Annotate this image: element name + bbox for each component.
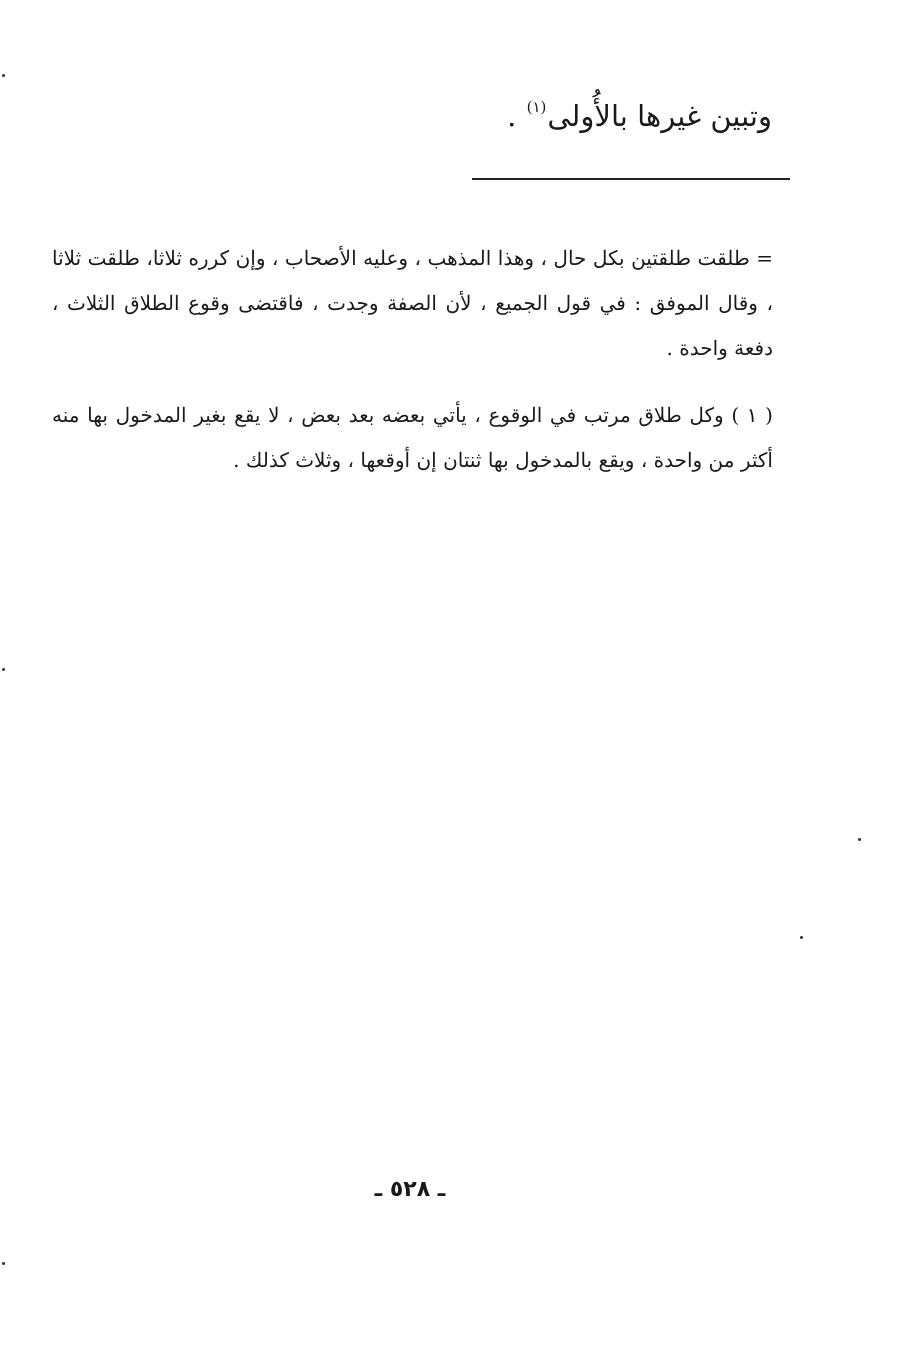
scan-speck (2, 74, 5, 77)
main-text: وتبين غيرها بالأُولى (547, 99, 772, 133)
footnote-continued: = طلقت طلقتين بكل حال ، وهذا المذهب ، وعليه الأصحاب ، وإن كرره ثلاثا، طلقت ثلاثا ، وقال الموفق : في قول الجميع ، لأن الصفة وجدت ، فاقتضى وقوع الطلاق الثلاث ، دفعة واحدة . (52, 246, 773, 360)
main-text-end: . (507, 99, 526, 133)
scan-speck (2, 1262, 5, 1265)
page-number: ـ ٥٢٨ ـ (374, 1177, 446, 1202)
scan-speck (2, 668, 5, 671)
scan-speck (800, 936, 803, 939)
main-text-line (72, 82, 772, 141)
footnote-separator (472, 178, 790, 180)
footnote-1: ( ١ ) وكل طلاق مرتب في الوقوع ، يأتي بعضه بعد بعض ، لا يقع بغير المدخول بها منه أكثر من واحدة ، ويقع بالمدخول بها ثنتان إن أوقعها ، وثلاث كذلك . (52, 403, 773, 472)
scan-speck (858, 838, 861, 841)
footnote-reference: (١) (526, 98, 547, 116)
